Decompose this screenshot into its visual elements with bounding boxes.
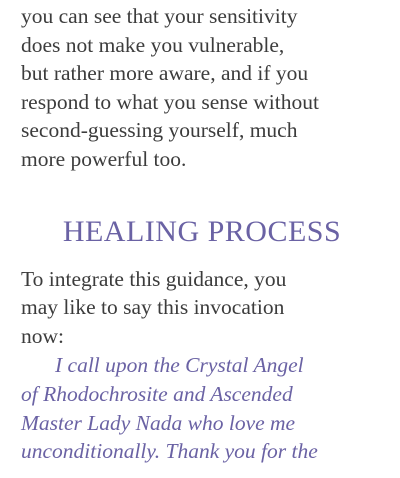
invocation-paragraph [21,351,391,465]
book-page [21,0,391,466]
intro-line: you can see that your sensitivity [21,4,298,28]
invocation-line: unconditionally. Thank you for the [21,439,318,464]
invocation-line: Master Lady Nada who love me [21,410,296,435]
guidance-line: now: [21,323,64,348]
invocation-line: of Rhodochrosite and Ascended [21,381,293,406]
intro-line: does not make you vulnerable, [21,32,285,57]
guidance-paragraph [21,265,391,351]
invocation-line: I call upon the Crystal Angel [55,353,304,378]
intro-line: but rather more aware, and if you [21,61,309,86]
guidance-line: may like to say this invocation [21,295,285,320]
section-heading: HEALING PROCESS [62,214,342,248]
intro-line: more powerful too. [21,146,187,171]
intro-paragraph [21,2,391,174]
intro-line: respond to what you sense without [21,89,319,114]
guidance-line: To integrate this guidance, you [21,266,287,291]
intro-line: second-guessing yourself, much [21,118,298,143]
